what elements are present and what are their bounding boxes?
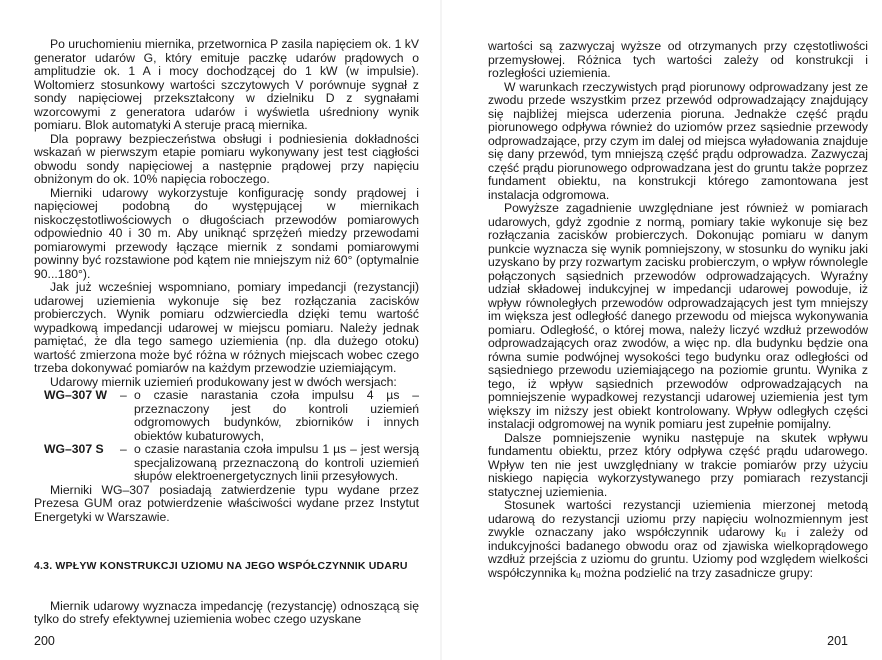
paragraph: Miernik udarowy wyznacza impedancję (rezystancję) odnoszącą się tylko do strefy efektywnej uziemienia wobec czego uzyskane xyxy=(34,598,419,626)
model-description: o czasie narastania czoła impulsu 4 µs – przeznaczony jest do kontroli uziemień odgromowych budynków, zbiorników i innych obiektów kubaturowych, xyxy=(134,388,419,443)
paragraph: Dla poprawy bezpieczeństwa obsługi i podniesienia dokładności wskazań w pierwszym etapie pomiaru wykonywany jest test ciągłości obwodu sondy napięciowej a następnie prądowej przy napięciu obniżonym do ok. 10% napięcia roboczego. xyxy=(34,131,419,186)
paragraph-continuation: wartości są zazwyczaj wyższe od otrzymanych przy częstotliwości przemysłowej. Różnica tych wartości zależy od konstrukcji i rozległości uziemienia. xyxy=(488,39,868,80)
model-name: WG–307 S xyxy=(44,442,104,456)
model-name: WG–307 W xyxy=(44,388,107,402)
page-number: 200 xyxy=(34,634,55,648)
left-text-column xyxy=(34,38,419,627)
paragraph: Powyższe zagadnienie uwzględniane jest również w pomiarach udarowych, gdyż zgodnie z normą, pomiary takie wykonuje się bez rozłączania zacisków probierczych. Dokonując pomiaru w danym punkcie wyznacza się wynik pomniejszony, w stosunku do wyniku jaki uzyskano by przy rozwartym zacisku probierczym, o wpływ równolegle połączonych sąsiednich przewodów odprowadzających. Wyraźny udział składowej indukcyjnej w impedancji udarowej powoduje, iż wpływ równoległych przewodów odprowadzających jest tym mniejszy im większa jest odległość danego przewodu od miejsca wykonywania pomiaru. Odległość, o której mowa, należy liczyć wzdłuż przewodów odprowadzających oraz zwodów, a więc np. dla budynku będzie ona równa sumie podwójnej wysokości tego budynku oraz odległości od sąsiedniego przewodu uziemiającego na poziomie gruntu. Wynika z tego, iż wpływ sąsiednich przewodów odprowadzających na pomniejszenie wypadkowej rezystancji udarowej uziemienia jest tym większy im niższy jest obiekt kontrolowany. Wpływ odległych części instalacji odgromowej na wynik pomiaru jest zupełnie pomijalny. xyxy=(488,201,868,431)
paragraph: W warunkach rzeczywistych prąd piorunowy odprowadzany jest ze zwodu przede wszystkim przez przewód odprowadzający znajdujący się najbliżej miejsca uderzenia pioruna. Jednakże część prądu piorunowego odpływa również do uziomów przez sąsiednie przewody odprowadzające, przy czym im dalej od miejsca wyładowania znajduje się dany przewód, tym mniejszą część prądu odprowadza. Zazwyczaj część prądu piorunowego odprowadzana jest do gruntu także poprzez fundament obiektu, na konstrukcji którego zamontowana jest instalacja odgromowa. xyxy=(488,79,868,202)
page-number: 201 xyxy=(827,634,848,648)
paragraph: Mierniki WG–307 posiadają zatwierdzenie typu wydane przez Prezesa GUM oraz potwierdzenie właściwości wydane przez Instytut Energetyki w Warszawie. xyxy=(34,482,419,524)
model-entry-s xyxy=(34,443,419,484)
right-page xyxy=(441,0,882,660)
paragraph: Stosunek wartości rezystancji uziemienia mierzonej metodą udarową do rezystancji uziomu przy napięciu wolnozmiennym jest zwykle oznaczany jako współczynnik udarowy kᵤ i zależy od indukcyjności badanego obwodu oraz od zjawiska wielkoprądowego wzdłuż przejścia z uziomu do gruntu. Uziomy pod względem wielkości współczynnika kᵤ można podzielić na trzy zasadnicze grupy: xyxy=(488,498,868,580)
model-description: o czasie narastania czoła impulsu 1 µs – jest wersją specjalizowaną przeznaczoną do kontroli uziemień słupów elektroenergetycznych linii przesyłowych. xyxy=(134,442,419,483)
right-text-column xyxy=(488,40,868,580)
model-dash: – xyxy=(120,442,127,456)
model-entry-w xyxy=(34,389,419,443)
paragraph: Po uruchomieniu miernika, przetwornica P zasila napięciem ok. 1 kV generator udarów G, który emituje paczkę udarów prądowych o amplitudzie ok. 1 A i mocy dochodzącej do 1 kW (w impulsie). Woltomierz stosunkowy wartości szczytowych V porównuje sygnał z sondy napięciowej przekształcony w dzielniku D z sygnałami wzorcowymi z generatora udarów i wyświetla uśredniony wynik pomiaru. Blok automatyki A steruje pracą miernika. xyxy=(34,37,419,132)
paragraph: Jak już wcześniej wspomniano, pomiary impedancji (rezystancji) udarowej uziemienia wykonuje się bez rozłączania zacisków probierczych. Wynik pomiaru odzwierciedla dzięki temu wartość wypadkową impedancji udarowej w miejscu pomiaru. Należy jednak pamiętać, że dla tego samego uziemienia (np. dla dużego otoku) wartość zmierzona może być różna w różnych miejscach wobec czego trzeba dokonywać pomiarów na każdym przewodzie uziemiającym. xyxy=(34,280,419,375)
paragraph: Mierniki udarowy wykorzystuje konfigurację sondy prądowej i napięciowej podobną do występującej w miernikach niskoczęstotliwościowych o długościach przewodów pomiarowych odpowiednio 40 i 30 m. Aby uniknąć sprzężeń miedzy przewodami pomiarowymi przewody łączące miernik z sondami pomiarowymi powinny być rozstawione pod kątem nie mniejszym niż 60° (optymalnie 90...180°). xyxy=(34,185,419,281)
paragraph: Dalsze pomniejszenie wyniku następuje na skutek wpływu fundamentu obiektu, przez który odpływa część prądu udarowego. Wpływ ten nie jest uwzględniany w trakcie pomiarów przy użyciu niskiego napięcia wykorzystywanego przy pomiarach rezystancji statycznej uziemienia. xyxy=(488,430,868,499)
model-dash: – xyxy=(120,388,127,402)
section-heading: 4.3. WPŁYW KONSTRUKCJI UZIOMU NA JEGO WSPÓŁCZYNNIK UDARU xyxy=(34,560,408,572)
paragraph: Udarowy miernik uziemień produkowany jest w dwóch wersjach: xyxy=(50,374,397,389)
